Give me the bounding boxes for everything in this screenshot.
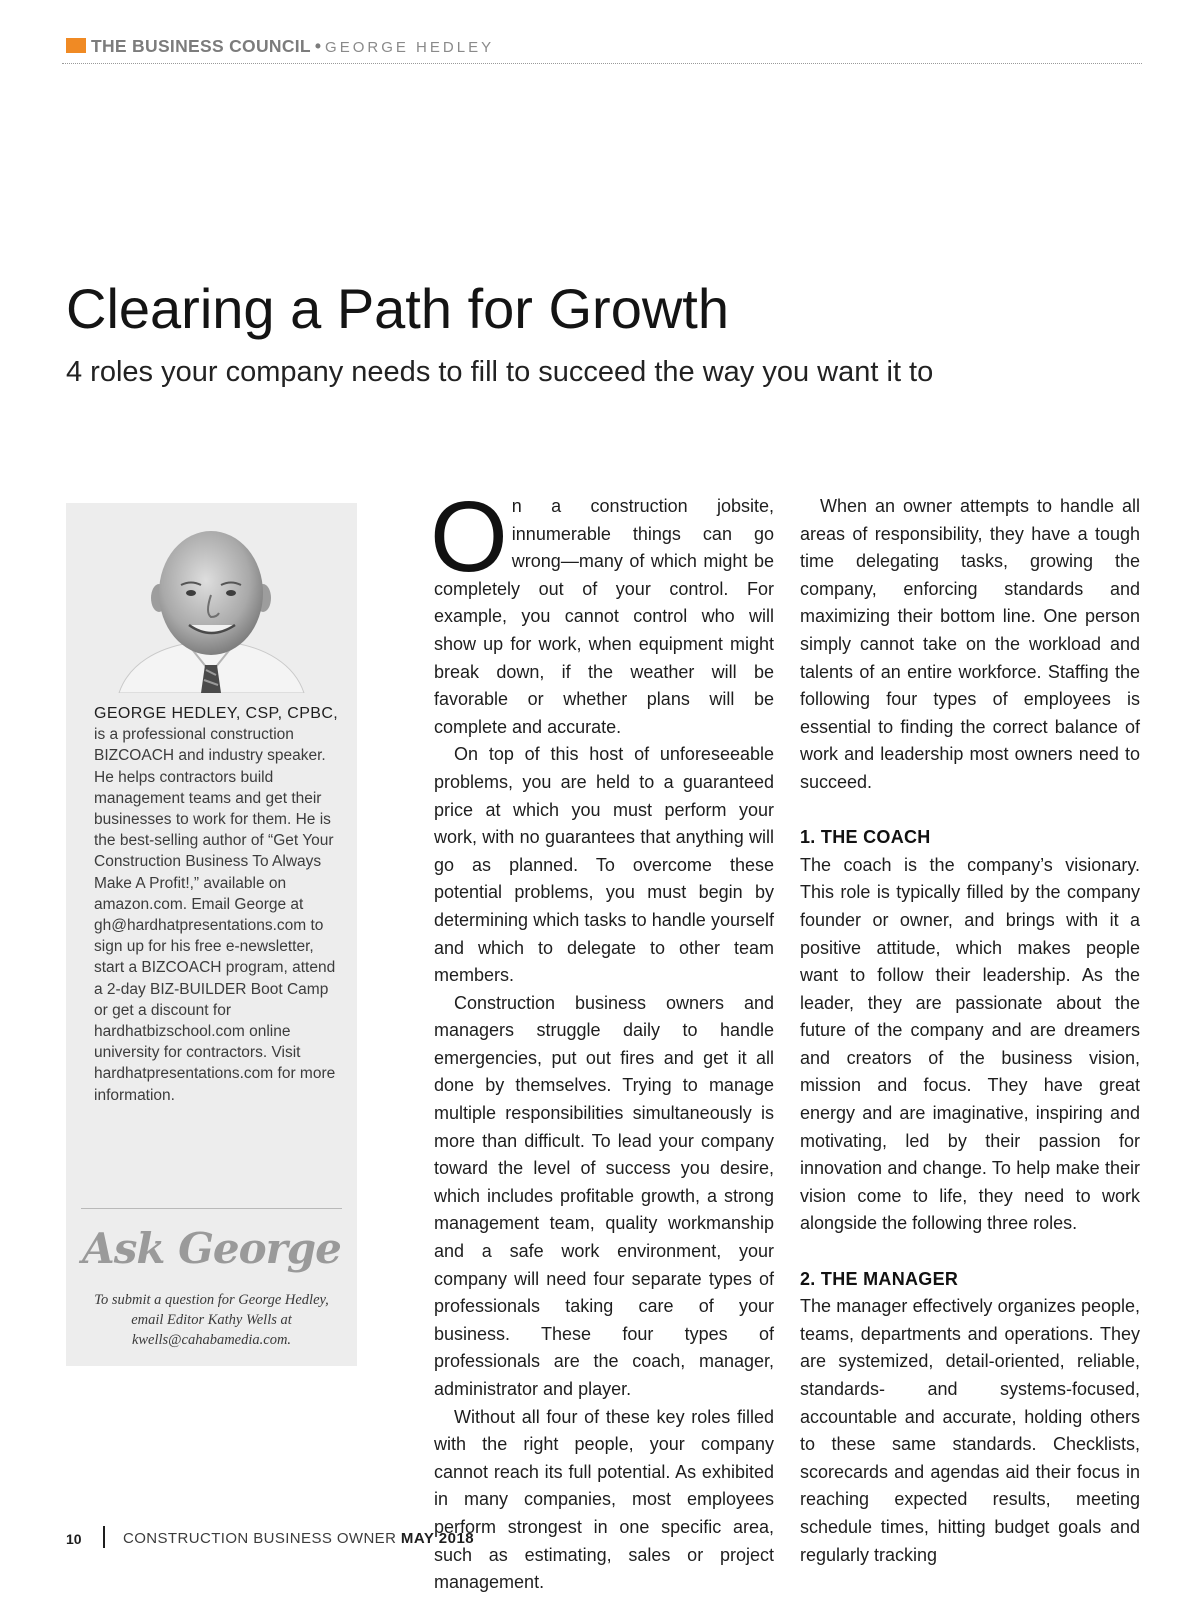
body-paragraph: On top of this host of unforeseeable problems, you are held to a guaranteed price at which you must perform your work, with no guarantees that anything will go as planned. To overcome these potential problems, you must begin by determining which tasks to handle yourself and which to delegate to other team members. xyxy=(434,744,774,986)
header-separator: • xyxy=(314,36,322,56)
author-sidebar xyxy=(66,503,357,1366)
body-paragraph: Without all four of these key roles filled with the right people, your company cannot reach its full potential. As exhibited in many companies, most employees perform strongest in one specific area, such as estimating, sales or project management. xyxy=(434,1406,774,1593)
author-bio-text: is a professional construction BIZCOACH and industry speaker. He helps contractors build management teams and get their businesses to work for them. He is the best-selling author of “Get Your Construction Business To Always Make A Profit!,” available on amazon.com. Email George at gh@hardhatpresentations.com to sign up for his free e-newsletter, start a BIZCOACH program, attend a 2-day BIZ-BUILDER Boot Camp or get a discount for hardhatbizschool.com online university for contractors. Visit hardhatpresentations.com for more information. xyxy=(94,726,336,1104)
body-paragraph: The coach is the company’s visionary. This role is typically filled by the company founder or owner, and brings with it a positive attitude, which makes people want to follow their leadership. As the leader, they are passionate about the future of the company and are dreamers and creators of the business vision, mission and focus. They have great energy and are imaginative, inspiring and motivating, led by their passion for innovation and change. To help make their vision come to life, they need to work alongside the following three roles. xyxy=(800,854,1140,1234)
body-paragraph: Construction business owners and managers struggle daily to handle emergencies, put out fires and get it all done by themselves. Trying to manage multiple responsibilities simultaneously is more than difficult. To lead your company toward the level of success you desire, which includes profitable growth, a strong management team, quality workmanship and a safe work environment, your company will need four separate types of professionals taking care of your business. These four types of professionals are the coach, manager, administrator and player. xyxy=(434,992,774,1399)
running-header xyxy=(91,36,494,58)
subhead-coach: 1. THE COACH xyxy=(800,827,931,848)
author-bio xyxy=(94,703,339,1106)
author-portrait-photo xyxy=(99,523,324,693)
ask-george-note: To submit a question for George Hedley, email Editor Kathy Wells at kwells@cahabamedia.com. xyxy=(94,1292,329,1348)
subhead-manager: 2. THE MANAGER xyxy=(800,1268,959,1289)
sidebar-divider xyxy=(81,1208,342,1209)
body-column-2 xyxy=(800,493,1140,1569)
footer-publication xyxy=(123,1530,474,1548)
drop-cap: O xyxy=(430,481,508,593)
spacer xyxy=(800,1238,1140,1266)
footer-divider xyxy=(103,1526,105,1548)
author-name: GEORGE HEDLEY, CSP, CPBC, xyxy=(94,705,339,722)
column-author: GEORGE HEDLEY xyxy=(325,39,495,56)
issue-date: MAY 2018 xyxy=(400,1530,475,1547)
body-paragraph: When an owner attempts to handle all areas of responsibility, they have a tough time delegating tasks, growing the company, enforcing standards and maximizing their bottom line. One person simply cannot take on the workload and talents of an entire workforce. Staffing the following four types of employees is essential to finding the correct balance of work and leadership most owners need to succeed. xyxy=(800,496,1140,792)
body-paragraph xyxy=(430,481,774,741)
section-name: THE BUSINESS COUNCIL xyxy=(91,36,311,56)
article-title: Clearing a Path for Growth xyxy=(66,277,729,340)
page-number: 10 xyxy=(66,1531,82,1547)
article-subtitle: 4 roles your company needs to fill to succeed the way you want it to xyxy=(66,356,934,388)
spacer xyxy=(800,797,1140,825)
body-paragraph: The manager effectively organizes people, teams, departments and operations. They are systemized, detail-oriented, reliable, standards- and systems-focused, accountable and accurate, holding others to these same standards. Checklists, scorecards and agendas aid their focus in reaching expected results, meeting schedule times, hitting budget goals and regularly tracking xyxy=(800,1296,1140,1565)
section-color-square xyxy=(66,38,86,53)
ask-george-heading: Ask George xyxy=(82,1224,341,1273)
paragraph-text: n a construction jobsite, innumerable things can go wrong—many of which might be completely out of your control. For example, you cannot control who will show up for work, when equipment might break down, if the weather will be favorable or whether plans will be complete and accurate. xyxy=(434,496,774,737)
body-column-1 xyxy=(430,481,774,1597)
publication-name: CONSTRUCTION BUSINESS OWNER xyxy=(123,1530,397,1547)
header-divider xyxy=(62,63,1142,64)
